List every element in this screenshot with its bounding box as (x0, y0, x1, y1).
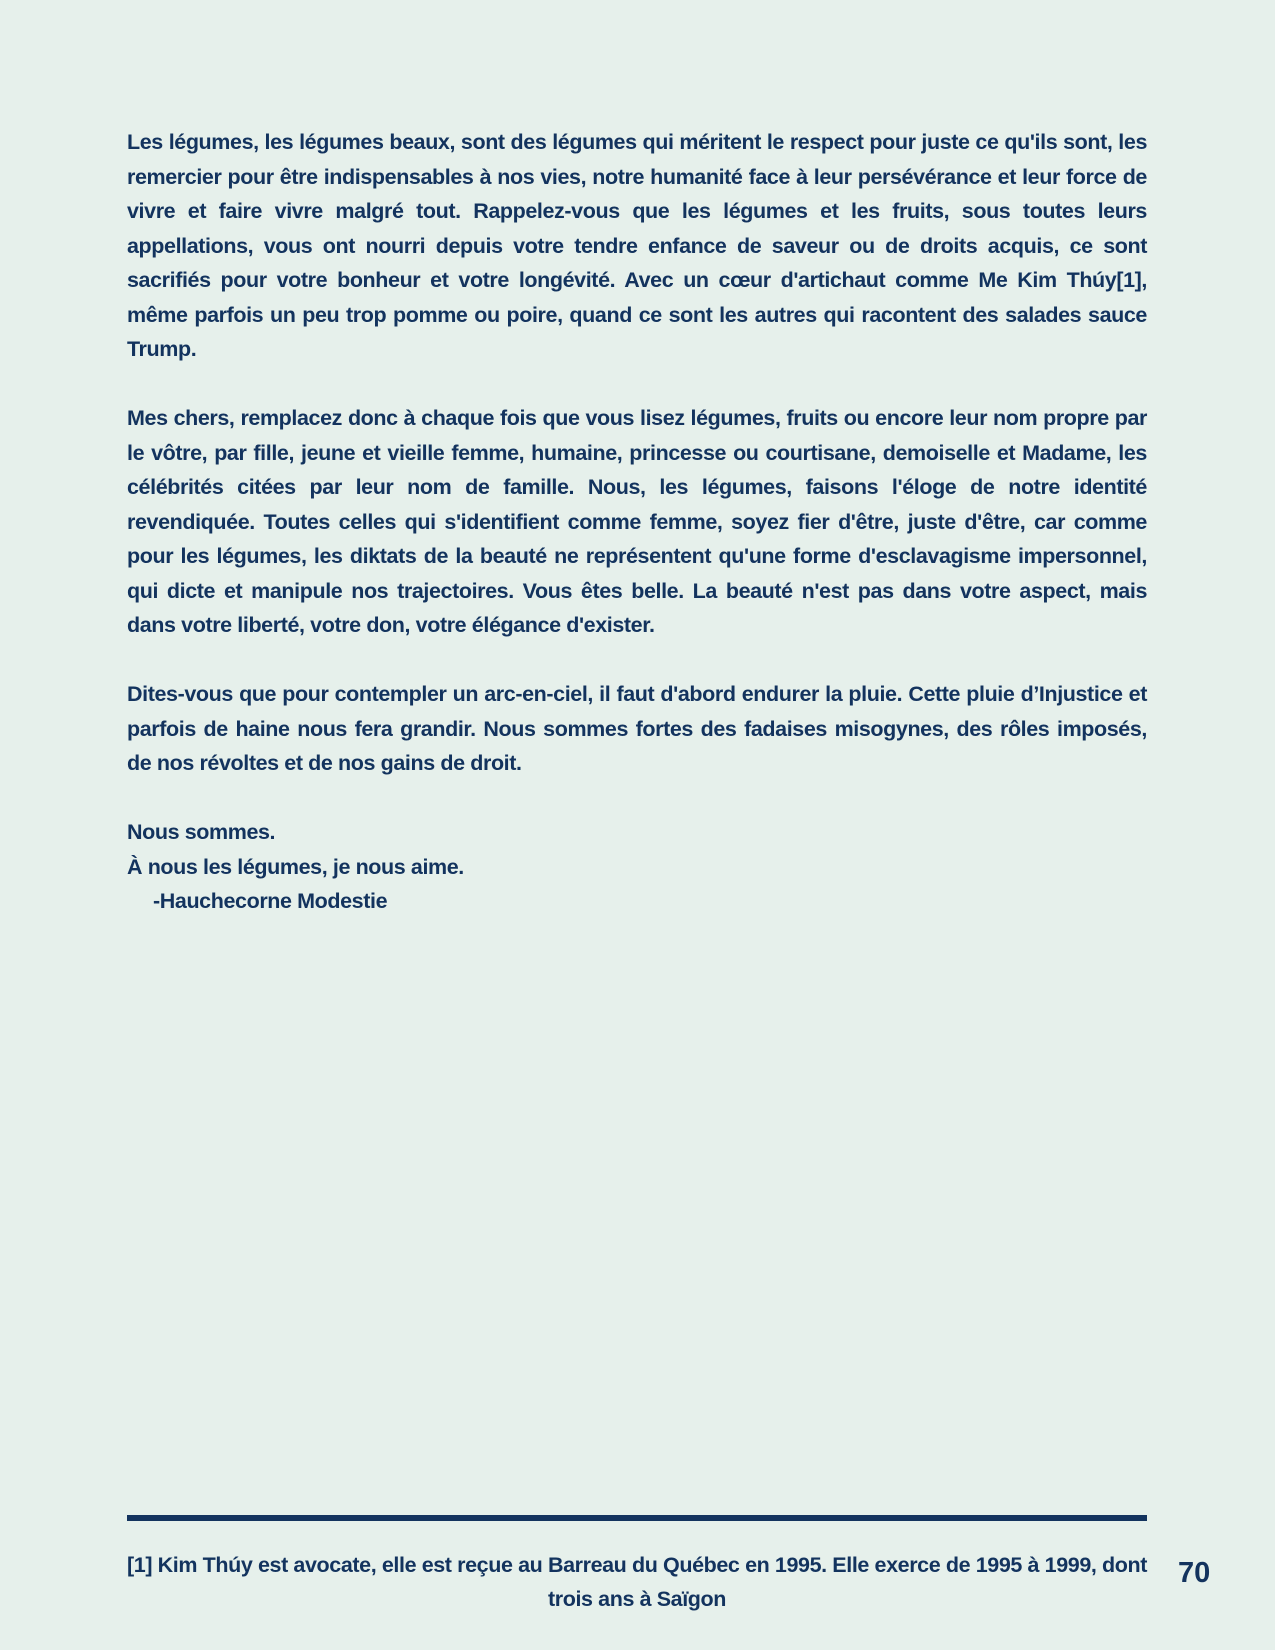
main-text (127, 125, 1147, 919)
paragraph-2: Mes chers, remplacez donc à chaque fois que vous lisez légumes, fruits ou encore leur nom propre par le vôtre, par fille, jeune et vieille femme, humaine, princesse ou courtisane, demoiselle et Madame, les célébrités citées par leur nom de famille. Nous, les légumes, faisons l'éloge de notre identité revendiquée. Toutes celles qui s'identifient comme femme, soyez fier d'être, juste d'être, car comme pour les légumes, les diktats de la beauté ne représentent qu'une forme d'esclavagisme impersonnel, qui dicte et manipule nos trajectoires. Vous êtes belle. La beauté n'est pas dans votre aspect, mais dans votre liberté, votre don, votre élégance d'exister. (127, 406, 1147, 637)
page-number: 70 (1178, 1557, 1211, 1589)
footnote: [1] Kim Thúy est avocate, elle est reçue au Barreau du Québec en 1995. Elle exerce de 1995 à 1999, dont trois ans à Saïgon (127, 1553, 1147, 1611)
footnote-divider (127, 1515, 1147, 1521)
closing-line-2: À nous les légumes, je nous aime. (127, 854, 464, 879)
closing-line-1: Nous sommes. (127, 820, 276, 844)
paragraph-1: Les légumes, les légumes beaux, sont des légumes qui méritent le respect pour juste ce qu'ils sont, les remercier pour être indispensables à nos vies, notre humanité face à leur persévérance et leur force de vivre et faire vivre malgré tout. Rappelez-vous que les légumes et les fruits, sous toutes leurs appellations, vous ont nourri depuis votre tendre enfance de saveur ou de droits acquis, ce sont sacrifiés pour votre bonheur et votre longévité. Avec un cœur d'artichaut comme Me Kim Thúy[1], même parfois un peu trop pomme ou poire, quand ce sont les autres qui racontent des salades sauce Trump. (127, 130, 1147, 361)
paragraph-3: Dites-vous que pour contempler un arc-en-ciel, il faut d'abord endurer la pluie. Cette pluie d’Injustice et parfois de haine nous fera grandir. Nous sommes fortes des fadaises misogynes, des rôles imposés, de nos révoltes et de nos gains de droit. (127, 682, 1147, 775)
closing-block (127, 815, 1147, 919)
signature: -Hauchecorne Modestie (153, 889, 388, 913)
